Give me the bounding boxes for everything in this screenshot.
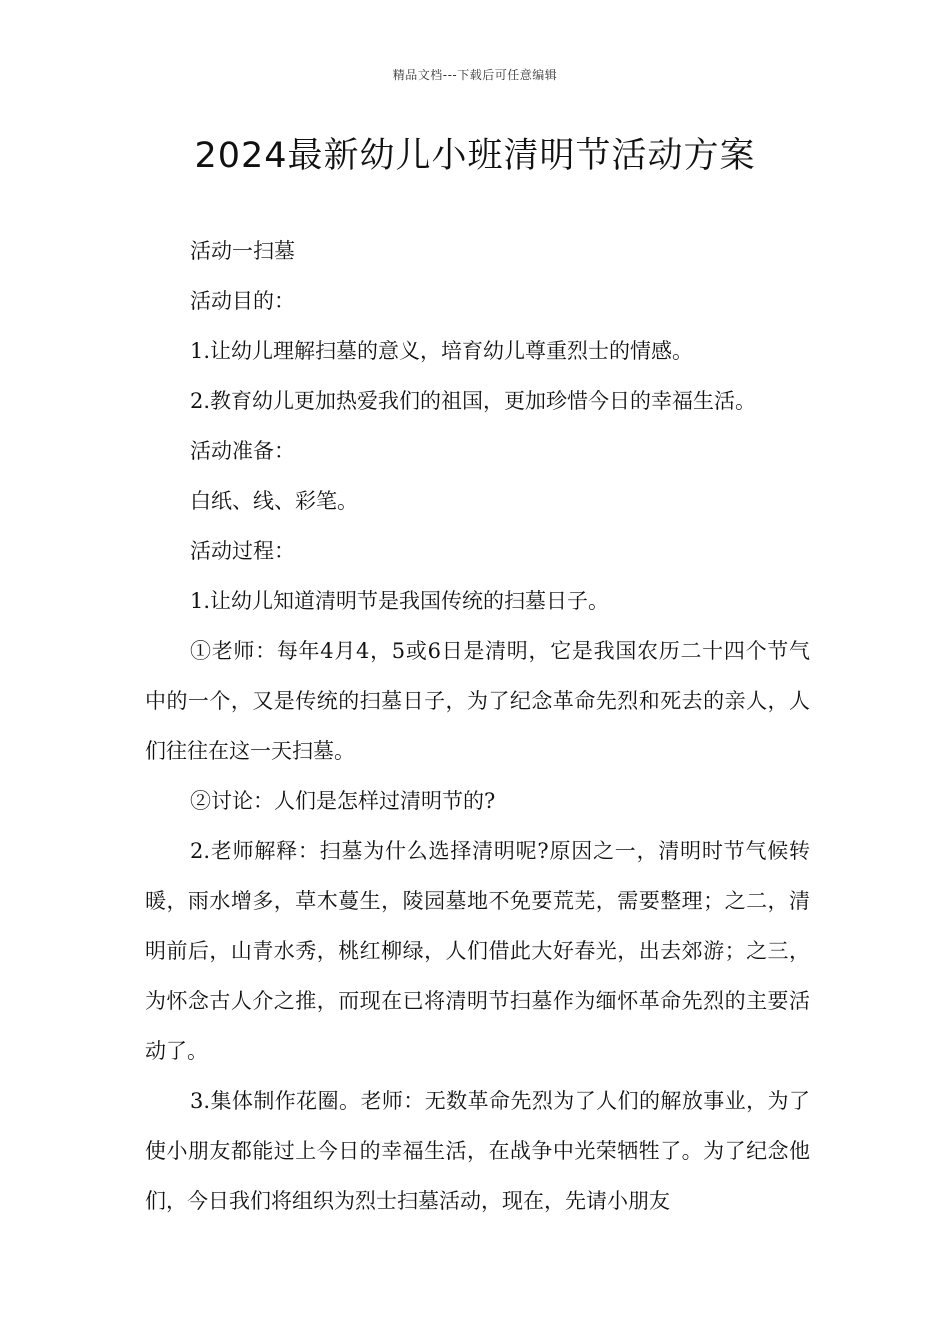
paragraph: 白纸、线、彩笔。 [190, 489, 358, 513]
document-body [145, 226, 810, 1226]
paragraph: ②讨论：人们是怎样过清明节的? [190, 789, 496, 813]
paragraph: 2.老师解释：扫墓为什么选择清明呢?原因之一，清明时节气候转暖，雨水增多，草木蔓生，陵园墓地不免要荒芜，需要整理；之二，清明前后，山青水秀，桃红柳绿，人们借此大好春光，出去郊游；之三，为怀念古人介之推，而现在已将清明节扫墓作为缅怀革命先烈的主要活动了。 [145, 839, 810, 1063]
paragraph: 1.让幼儿知道清明节是我国传统的扫墓日子。 [190, 589, 610, 613]
paragraph: 活动过程： [190, 539, 295, 563]
paragraph: 活动准备： [190, 439, 295, 463]
header-note: 精品文档---下载后可任意编辑 [392, 68, 558, 82]
document-title: 2024最新幼儿小班清明节活动方案 [194, 136, 756, 176]
paragraph: 活动目的： [190, 289, 295, 313]
paragraph: ①老师：每年4月4，5或6日是清明，它是我国农历二十四个节气中的一个，又是传统的扫墓日子，为了纪念革命先烈和死去的亲人，人们往往在这一天扫墓。 [145, 639, 810, 763]
section-heading: 活动一扫墓 [190, 239, 295, 263]
paragraph: 3.集体制作花圈。老师：无数革命先烈为了人们的解放事业，为了使小朋友都能过上今日的幸福生活，在战争中光荣牺牲了。为了纪念他们，今日我们将组织为烈士扫墓活动，现在，先请小朋友 [145, 1089, 810, 1213]
paragraph: 2.教育幼儿更加热爱我们的祖国，更加珍惜今日的幸福生活。 [190, 389, 757, 413]
paragraph: 1.让幼儿理解扫墓的意义，培育幼儿尊重烈士的情感。 [190, 339, 694, 363]
